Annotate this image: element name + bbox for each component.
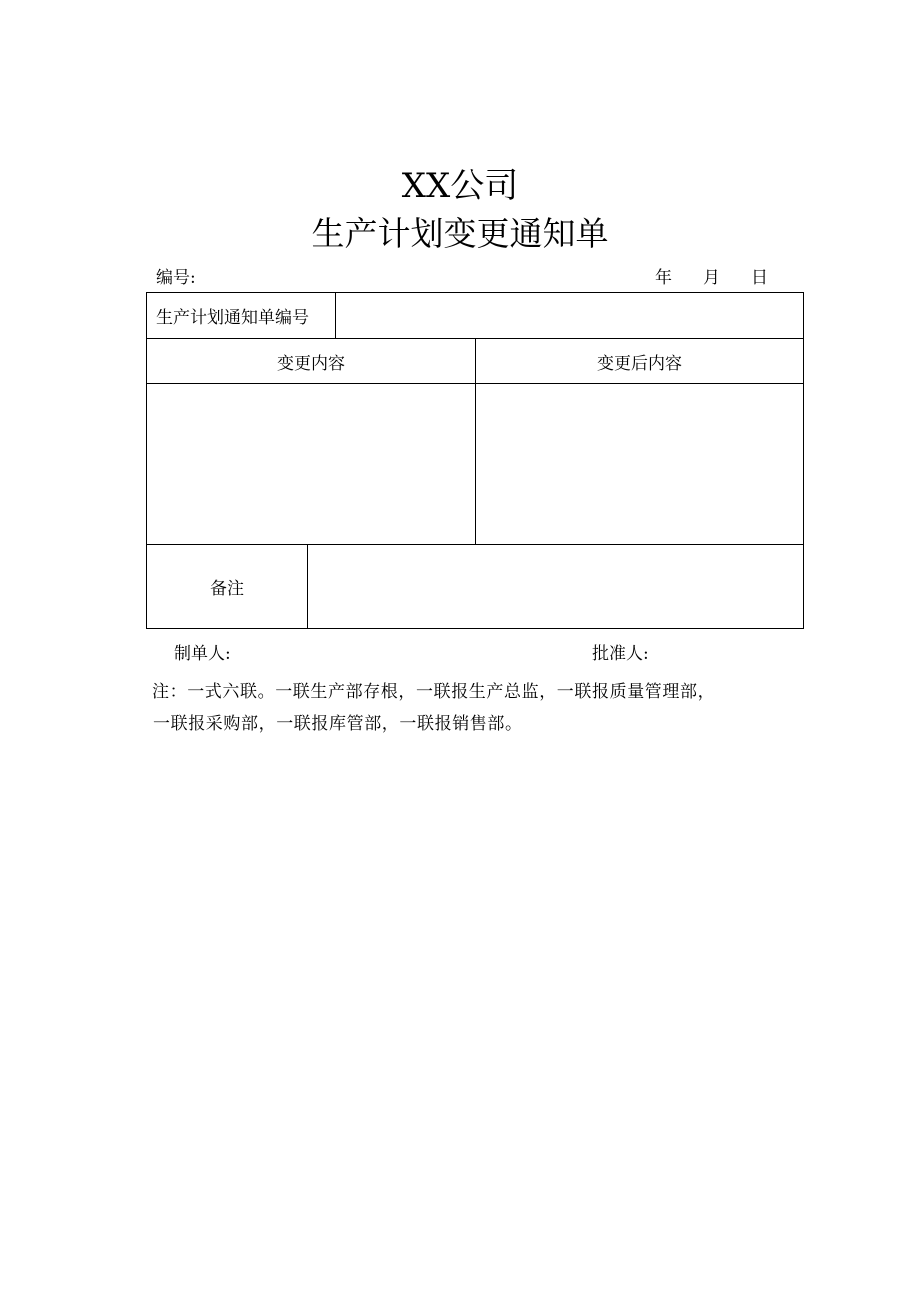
note-line-2: 一联报采购部，一联报库管部，一联报销售部。 <box>153 714 523 734</box>
note-line-1: 注：一式六联。一联生产部存根，一联报生产总监，一联报质量管理部， <box>152 682 716 702</box>
plan-no-label: 生产计划通知单编号 <box>156 308 309 328</box>
change-content-field[interactable] <box>147 384 475 544</box>
changed-content-field[interactable] <box>476 384 803 544</box>
col-divider <box>335 293 336 338</box>
change-form-table <box>146 292 804 629</box>
year-label: 年 <box>655 268 672 288</box>
company-name: XX公司 <box>401 166 519 206</box>
form-title: 生产计划变更通知单 <box>311 214 609 253</box>
serial-label: 编号: <box>156 268 196 288</box>
month-label: 月 <box>703 268 720 288</box>
header-changed-content: 变更后内容 <box>597 353 682 374</box>
header-change-content: 变更内容 <box>277 353 345 374</box>
remark-label: 备注 <box>210 579 244 599</box>
date-field <box>655 263 768 288</box>
day-label: 日 <box>751 268 768 288</box>
remark-field[interactable] <box>308 545 803 628</box>
maker-label: 制单人: <box>174 644 231 664</box>
plan-no-field[interactable] <box>337 293 802 338</box>
approver-label: 批准人: <box>592 644 649 664</box>
